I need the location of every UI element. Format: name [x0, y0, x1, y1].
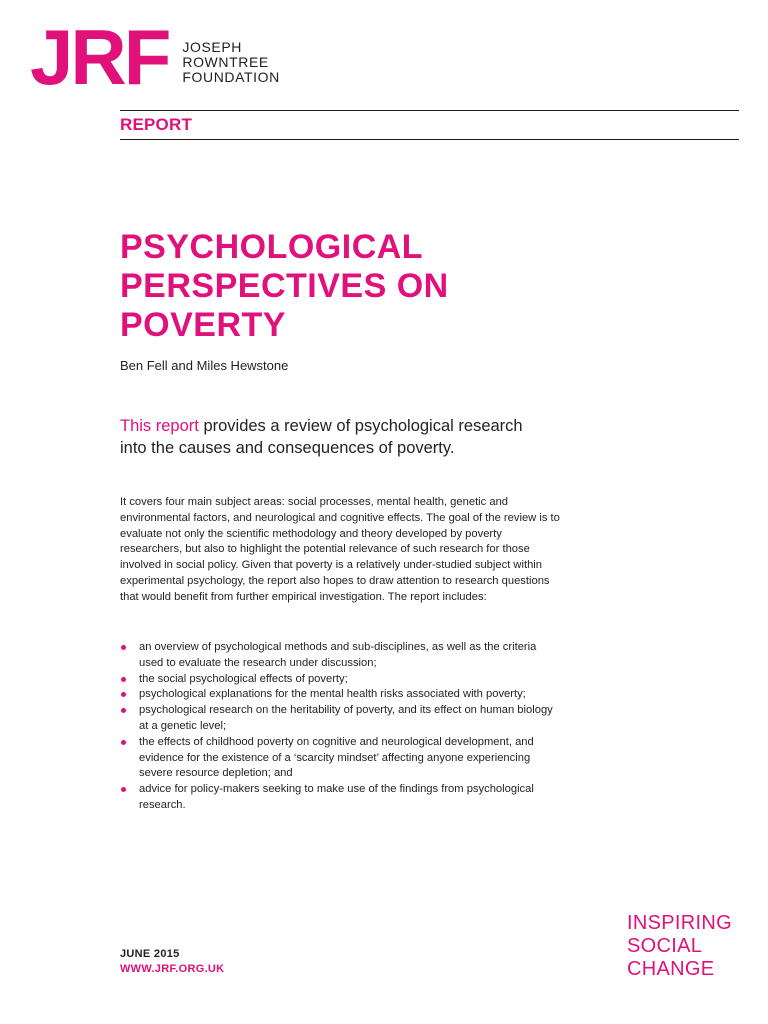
header-divider-top — [120, 110, 739, 111]
list-item-text: psychological research on the heritability of poverty, and its effect on human biology at a genetic level; — [139, 704, 553, 732]
publication-date: JUNE 2015 — [120, 948, 180, 960]
list-item-text: the social psychological effects of poverty; — [139, 672, 348, 685]
list-item — [120, 703, 560, 735]
tagline-line: CHANGE — [627, 958, 715, 980]
list-item-text: psychological explanations for the mental health risks associated with poverty; — [139, 688, 526, 701]
lead-highlight: This report — [120, 417, 199, 435]
report-label: REPORT — [120, 115, 193, 134]
tagline-line: INSPIRING — [627, 912, 732, 934]
bullet-dot-icon — [121, 677, 126, 682]
foundation-name-line: JOSEPH — [182, 39, 242, 55]
title-line: PSYCHOLOGICAL — [120, 228, 424, 266]
report-contents-list — [120, 640, 560, 814]
lead-paragraph — [120, 415, 550, 459]
list-item — [120, 672, 560, 688]
list-item — [120, 782, 560, 814]
lead-text: provides a review of psychological research into the causes and consequences of poverty. — [120, 417, 523, 457]
authors: Ben Fell and Miles Hewstone — [120, 358, 289, 373]
bullet-dot-icon — [121, 645, 126, 650]
title-line: POVERTY — [120, 306, 286, 344]
header-divider-bottom — [120, 139, 739, 140]
bullet-dot-icon — [121, 787, 126, 792]
body-paragraph: It covers four main subject areas: social processes, mental health, genetic and environmental factors, and neurological and cognitive effects. The goal of the review is to evaluate not only the scientific methodology and theory developed by poverty researchers, but also to highlight the potential relevance of such research for those involved in social policy. Given that poverty is a relatively under-studied subject within experimental psychology, the report also hopes to draw attention to research questions that would benefit from further empirical investigation. The report includes: — [120, 496, 560, 603]
title-line: PERSPECTIVES ON — [120, 267, 449, 305]
foundation-name — [182, 40, 280, 85]
list-item — [120, 640, 560, 672]
report-title — [120, 228, 600, 345]
foundation-name-line: ROWNTREE — [182, 54, 269, 70]
bullet-dot-icon — [121, 740, 126, 745]
jrf-logo — [30, 13, 280, 101]
tagline-line: SOCIAL — [627, 935, 703, 957]
list-item-text: an overview of psychological methods and sub-disciplines, as well as the criteria used to evaluate the research under discussion; — [139, 641, 537, 669]
website-link[interactable]: WWW.JRF.ORG.UK — [120, 963, 225, 975]
list-item — [120, 687, 560, 703]
list-item-text: advice for policy-makers seeking to make use of the findings from psychological research. — [139, 783, 534, 811]
list-item-text: the effects of childhood poverty on cognitive and neurological development, and evidence for the existence of a ‘scarcity mindset’ affecting anyone experiencing severe resource depletion; and — [139, 735, 534, 780]
list-item — [120, 735, 560, 782]
bullet-dot-icon — [121, 692, 126, 697]
bullet-dot-icon — [121, 708, 126, 713]
foundation-name-line: FOUNDATION — [182, 69, 280, 85]
jrf-logo-mark: JRF — [30, 13, 169, 101]
tagline — [627, 912, 732, 981]
